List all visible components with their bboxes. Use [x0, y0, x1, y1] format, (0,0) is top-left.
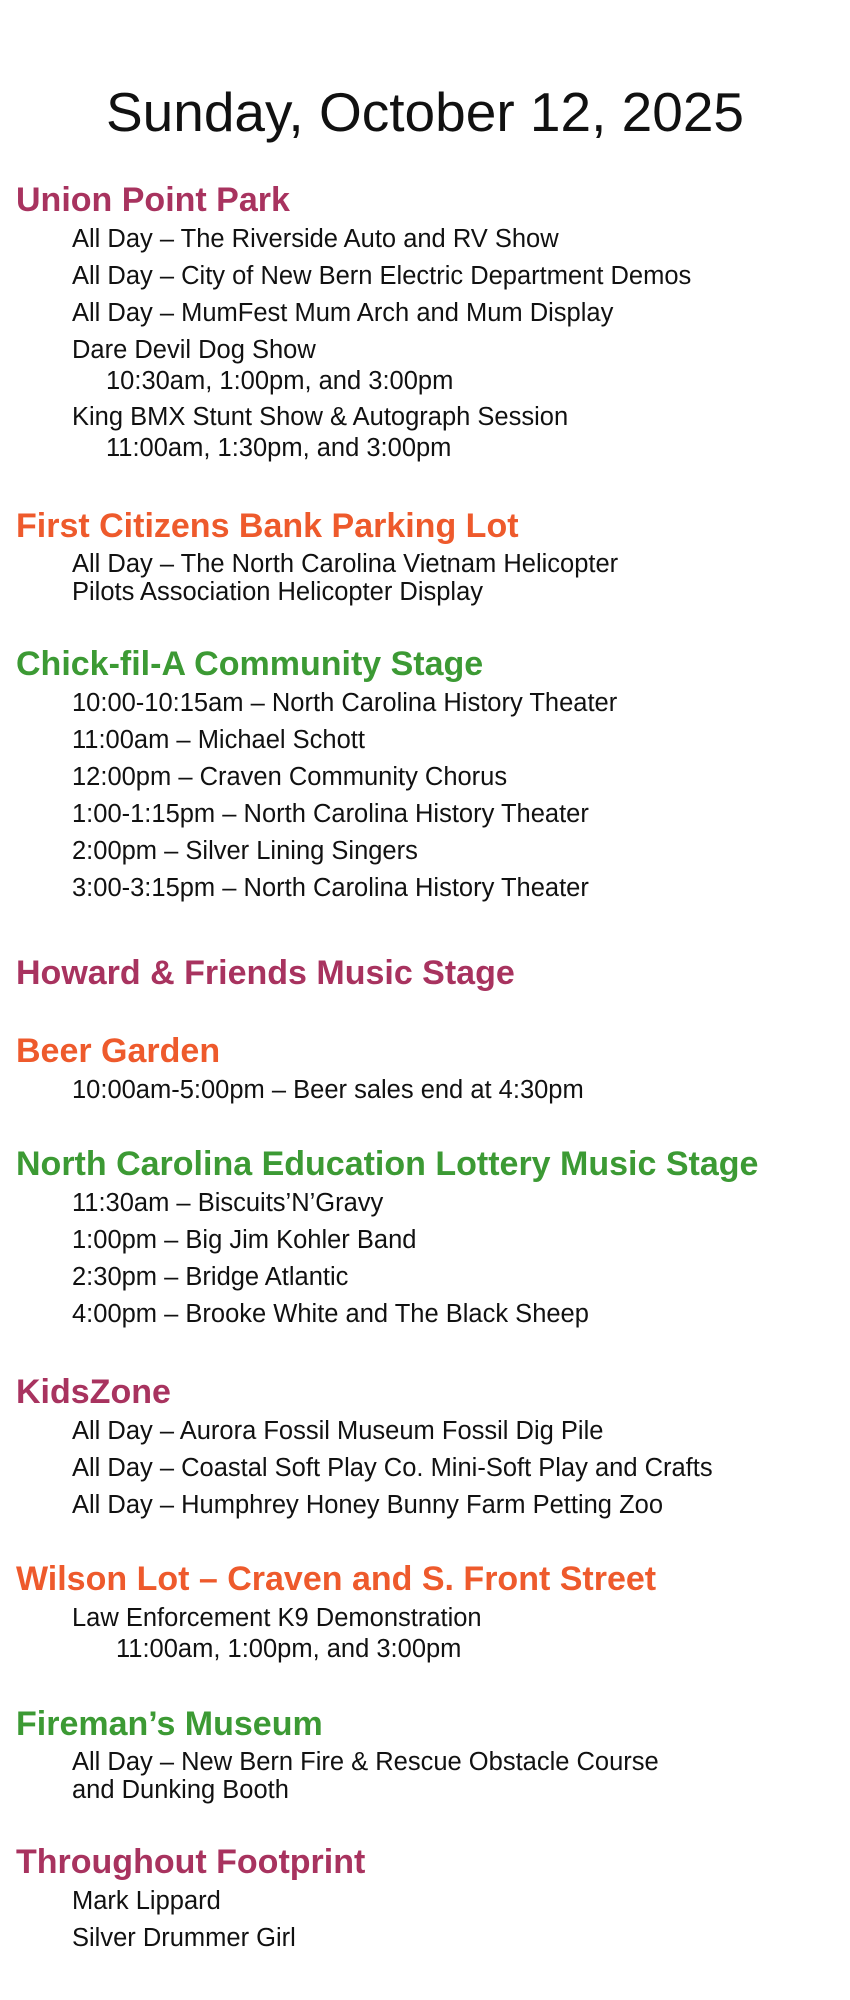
event-times: 11:00am, 1:00pm, and 3:00pm — [116, 1635, 462, 1663]
section-chick-fil-a-community-stage — [16, 644, 846, 910]
event-item: All Day – Humphrey Honey Bunny Farm Petting Zoo — [72, 1491, 664, 1519]
event-item: All Day – Aurora Fossil Museum Fossil Dig Pile — [72, 1417, 604, 1445]
event-list — [72, 1416, 846, 1521]
section-first-citizens-bank-parking-lot — [16, 506, 846, 612]
section-throughout-footprint — [16, 1842, 846, 1960]
event-line: and Dunking Booth — [72, 1776, 289, 1804]
event-list — [72, 1748, 846, 1804]
event-item: 1:00pm – Big Jim Kohler Band — [72, 1226, 417, 1254]
event-list — [72, 550, 846, 606]
section-nc-education-lottery-music-stage — [16, 1144, 846, 1336]
event-list — [72, 688, 846, 904]
event-item: All Day – City of New Bern Electric Department Demos — [72, 262, 692, 290]
event-list — [72, 1075, 846, 1106]
event-item — [72, 335, 846, 396]
section-beer-garden — [16, 1031, 846, 1112]
event-list — [72, 1188, 846, 1330]
section-kidszone — [16, 1372, 846, 1527]
section-heading: Fireman’s Museum — [16, 1705, 323, 1743]
section-heading: Beer Garden — [16, 1032, 221, 1070]
event-item: 11:00am – Michael Schott — [72, 726, 365, 754]
section-heading: North Carolina Education Lottery Music Stage — [16, 1145, 759, 1183]
event-list — [72, 1886, 846, 1954]
event-line: Pilots Association Helicopter Display — [72, 578, 484, 606]
event-item: 10:00am-5:00pm – Beer sales end at 4:30pm — [72, 1076, 584, 1104]
page-title: Sunday, October 12, 2025 — [105, 81, 745, 143]
event-name: Law Enforcement K9 Demonstration — [72, 1604, 482, 1632]
event-item — [72, 1603, 846, 1664]
section-wilson-lot — [16, 1559, 846, 1670]
section-heading: First Citizens Bank Parking Lot — [16, 507, 519, 545]
section-heading: Throughout Footprint — [16, 1843, 366, 1881]
event-item — [72, 402, 846, 463]
event-times: 11:00am, 1:30pm, and 3:00pm — [106, 434, 452, 462]
event-name: King BMX Stunt Show & Autograph Session — [72, 403, 569, 431]
section-heading: Wilson Lot – Craven and S. Front Street — [16, 1560, 657, 1598]
event-item: 3:00-3:15pm – North Carolina History Theater — [72, 874, 589, 902]
section-union-point-park — [16, 180, 846, 469]
event-line: All Day – The North Carolina Vietnam Helicopter — [72, 550, 619, 578]
event-item: 10:00-10:15am – North Carolina History Theater — [72, 689, 618, 717]
event-item: 11:30am – Biscuits’N’Gravy — [72, 1189, 384, 1217]
event-item: 4:00pm – Brooke White and The Black Sheep — [72, 1300, 589, 1328]
event-item: 1:00-1:15pm – North Carolina History Theater — [72, 800, 589, 828]
section-howard-friends-music-stage — [16, 953, 846, 993]
event-item — [72, 1748, 846, 1804]
section-heading: Howard & Friends Music Stage — [16, 954, 515, 992]
event-list — [72, 224, 846, 463]
event-name: Dare Devil Dog Show — [72, 336, 316, 364]
event-line: All Day – New Bern Fire & Rescue Obstacle Course — [72, 1748, 659, 1776]
event-item: All Day – MumFest Mum Arch and Mum Display — [72, 299, 614, 327]
event-item: Silver Drummer Girl — [72, 1924, 296, 1952]
section-heading: KidsZone — [16, 1373, 171, 1411]
event-item: 2:30pm – Bridge Atlantic — [72, 1263, 349, 1291]
event-item: 12:00pm – Craven Community Chorus — [72, 763, 508, 791]
event-item: All Day – The Riverside Auto and RV Show — [72, 225, 559, 253]
event-times: 10:30am, 1:00pm, and 3:00pm — [106, 367, 454, 395]
event-list — [72, 1603, 846, 1664]
event-item: 2:00pm – Silver Lining Singers — [72, 837, 418, 865]
section-heading: Union Point Park — [16, 181, 290, 219]
event-item: All Day – Coastal Soft Play Co. Mini-Soft Play and Crafts — [72, 1454, 713, 1482]
event-item — [72, 550, 846, 606]
section-firemans-museum — [16, 1704, 846, 1810]
section-heading: Chick-fil-A Community Stage — [16, 645, 484, 683]
event-item: Mark Lippard — [72, 1887, 221, 1915]
